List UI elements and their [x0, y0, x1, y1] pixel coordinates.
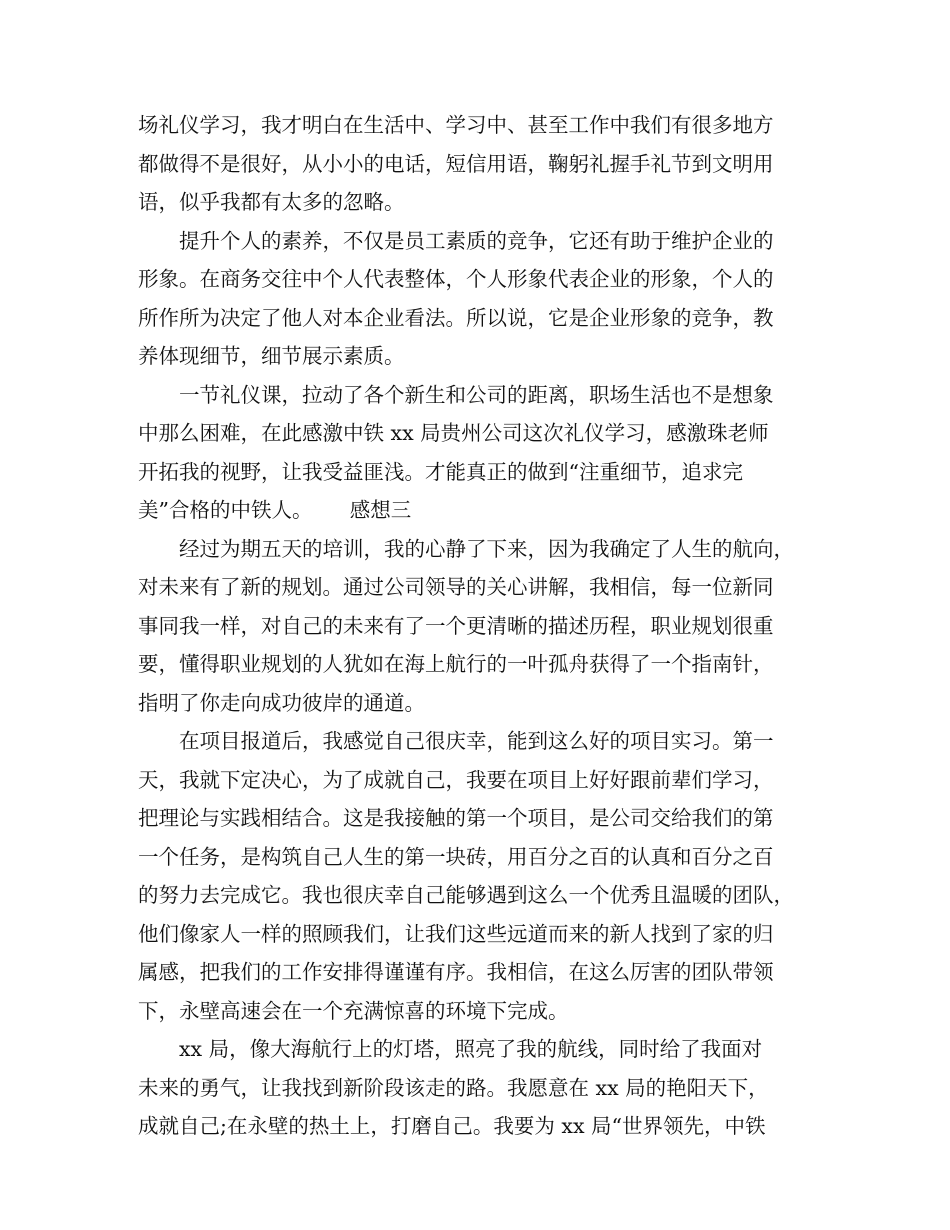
text-line: 把理论与实践相结合。这是我接触的第一个项目，是公司交给我们的第 [138, 806, 774, 830]
text-line: 对未来有了新的规划。通过公司领导的关心讲解，我相信，每一位新同 [138, 575, 774, 599]
text-line: 开拓我的视野，让我受益匪浅。才能真正的做到“注重细节，追求完 [138, 459, 743, 484]
text-line: 下，永壁高速会在一个充满惊喜的环境下完成。 [138, 998, 569, 1023]
text-line: 指明了你走向成功彼岸的通道。 [138, 690, 425, 715]
text-line: 养体现细节，细节展示素质。 [138, 344, 405, 368]
text-line: 美”合格的中铁人。 感想三 [138, 498, 412, 522]
paragraph-4 [138, 530, 828, 723]
paragraph-5 [138, 722, 828, 1030]
text-line: 中那么困难，在此感激中铁 xx 局贵州公司这次礼仪学习，感激珠老师 [138, 421, 769, 445]
text-line: 他们像家人一样的照顾我们，让我们这些远道而来的新人找到了家的归 [138, 921, 774, 946]
text-line: 所作所为决定了他人对本企业看法。所以说，它是企业形象的竞争，教 [138, 305, 774, 330]
paragraph-6 [138, 1030, 828, 1146]
document-body [138, 106, 828, 1146]
text-line: 的努力去完成它。我也很庆幸自己能够遇到这么一个优秀且温暖的团队， [138, 883, 794, 907]
text-line: 经过为期五天的培训，我的心静了下来，因为我确定了人生的航向， [138, 536, 794, 561]
text-line: 属感，把我们的工作安排得谨谨有序。我相信，在这么厉害的团队带领 [138, 960, 774, 984]
paragraph-2 [138, 222, 828, 376]
text-line: 提升个人的素养，不仅是员工素质的竞争，它还有助于维护企业的 [138, 228, 774, 253]
text-line: 在项目报道后，我感觉自己很庆幸，能到这么好的项目实习。第一 [138, 729, 774, 753]
text-line: 语，似乎我都有太多的忽略。 [138, 190, 405, 214]
text-line: xx 局，像大海航行上的灯塔，照亮了我的航线，同时给了我面对 [138, 1037, 763, 1061]
paragraph-3 [138, 376, 828, 530]
text-line: 形象。在商务交往中个人代表整体，个人形象代表企业的形象，个人的 [138, 267, 774, 291]
text-line: 场礼仪学习，我才明白在生活中、学习中、甚至工作中我们有很多地方 [138, 113, 774, 137]
text-line: 都做得不是很好，从小小的电话，短信用语，鞠躬礼握手礼节到文明用 [138, 151, 774, 176]
text-line: 要，懂得职业规划的人犹如在海上航行的一叶孤舟获得了一个指南针， [138, 652, 774, 676]
text-line: 事同我一样，对自己的未来有了一个更清晰的描述历程，职业规划很重 [138, 613, 774, 638]
text-line: 成就自己;在永壁的热土上，打磨自己。我要为 xx 局“世界领先，中铁 [138, 1114, 766, 1138]
text-line: 一个任务，是构筑自己人生的第一块砖，用百分之百的认真和百分之百 [138, 844, 774, 869]
text-line: 一节礼仪课，拉动了各个新生和公司的距离，职场生活也不是想象 [138, 382, 774, 407]
text-line: 天，我就下定决心，为了成就自己，我要在项目上好好跟前辈们学习， [138, 767, 774, 792]
paragraph-1 [138, 106, 828, 222]
text-line: 未来的勇气，让我找到新阶段该走的路。我愿意在 xx 局的艳阳天下， [138, 1075, 769, 1100]
